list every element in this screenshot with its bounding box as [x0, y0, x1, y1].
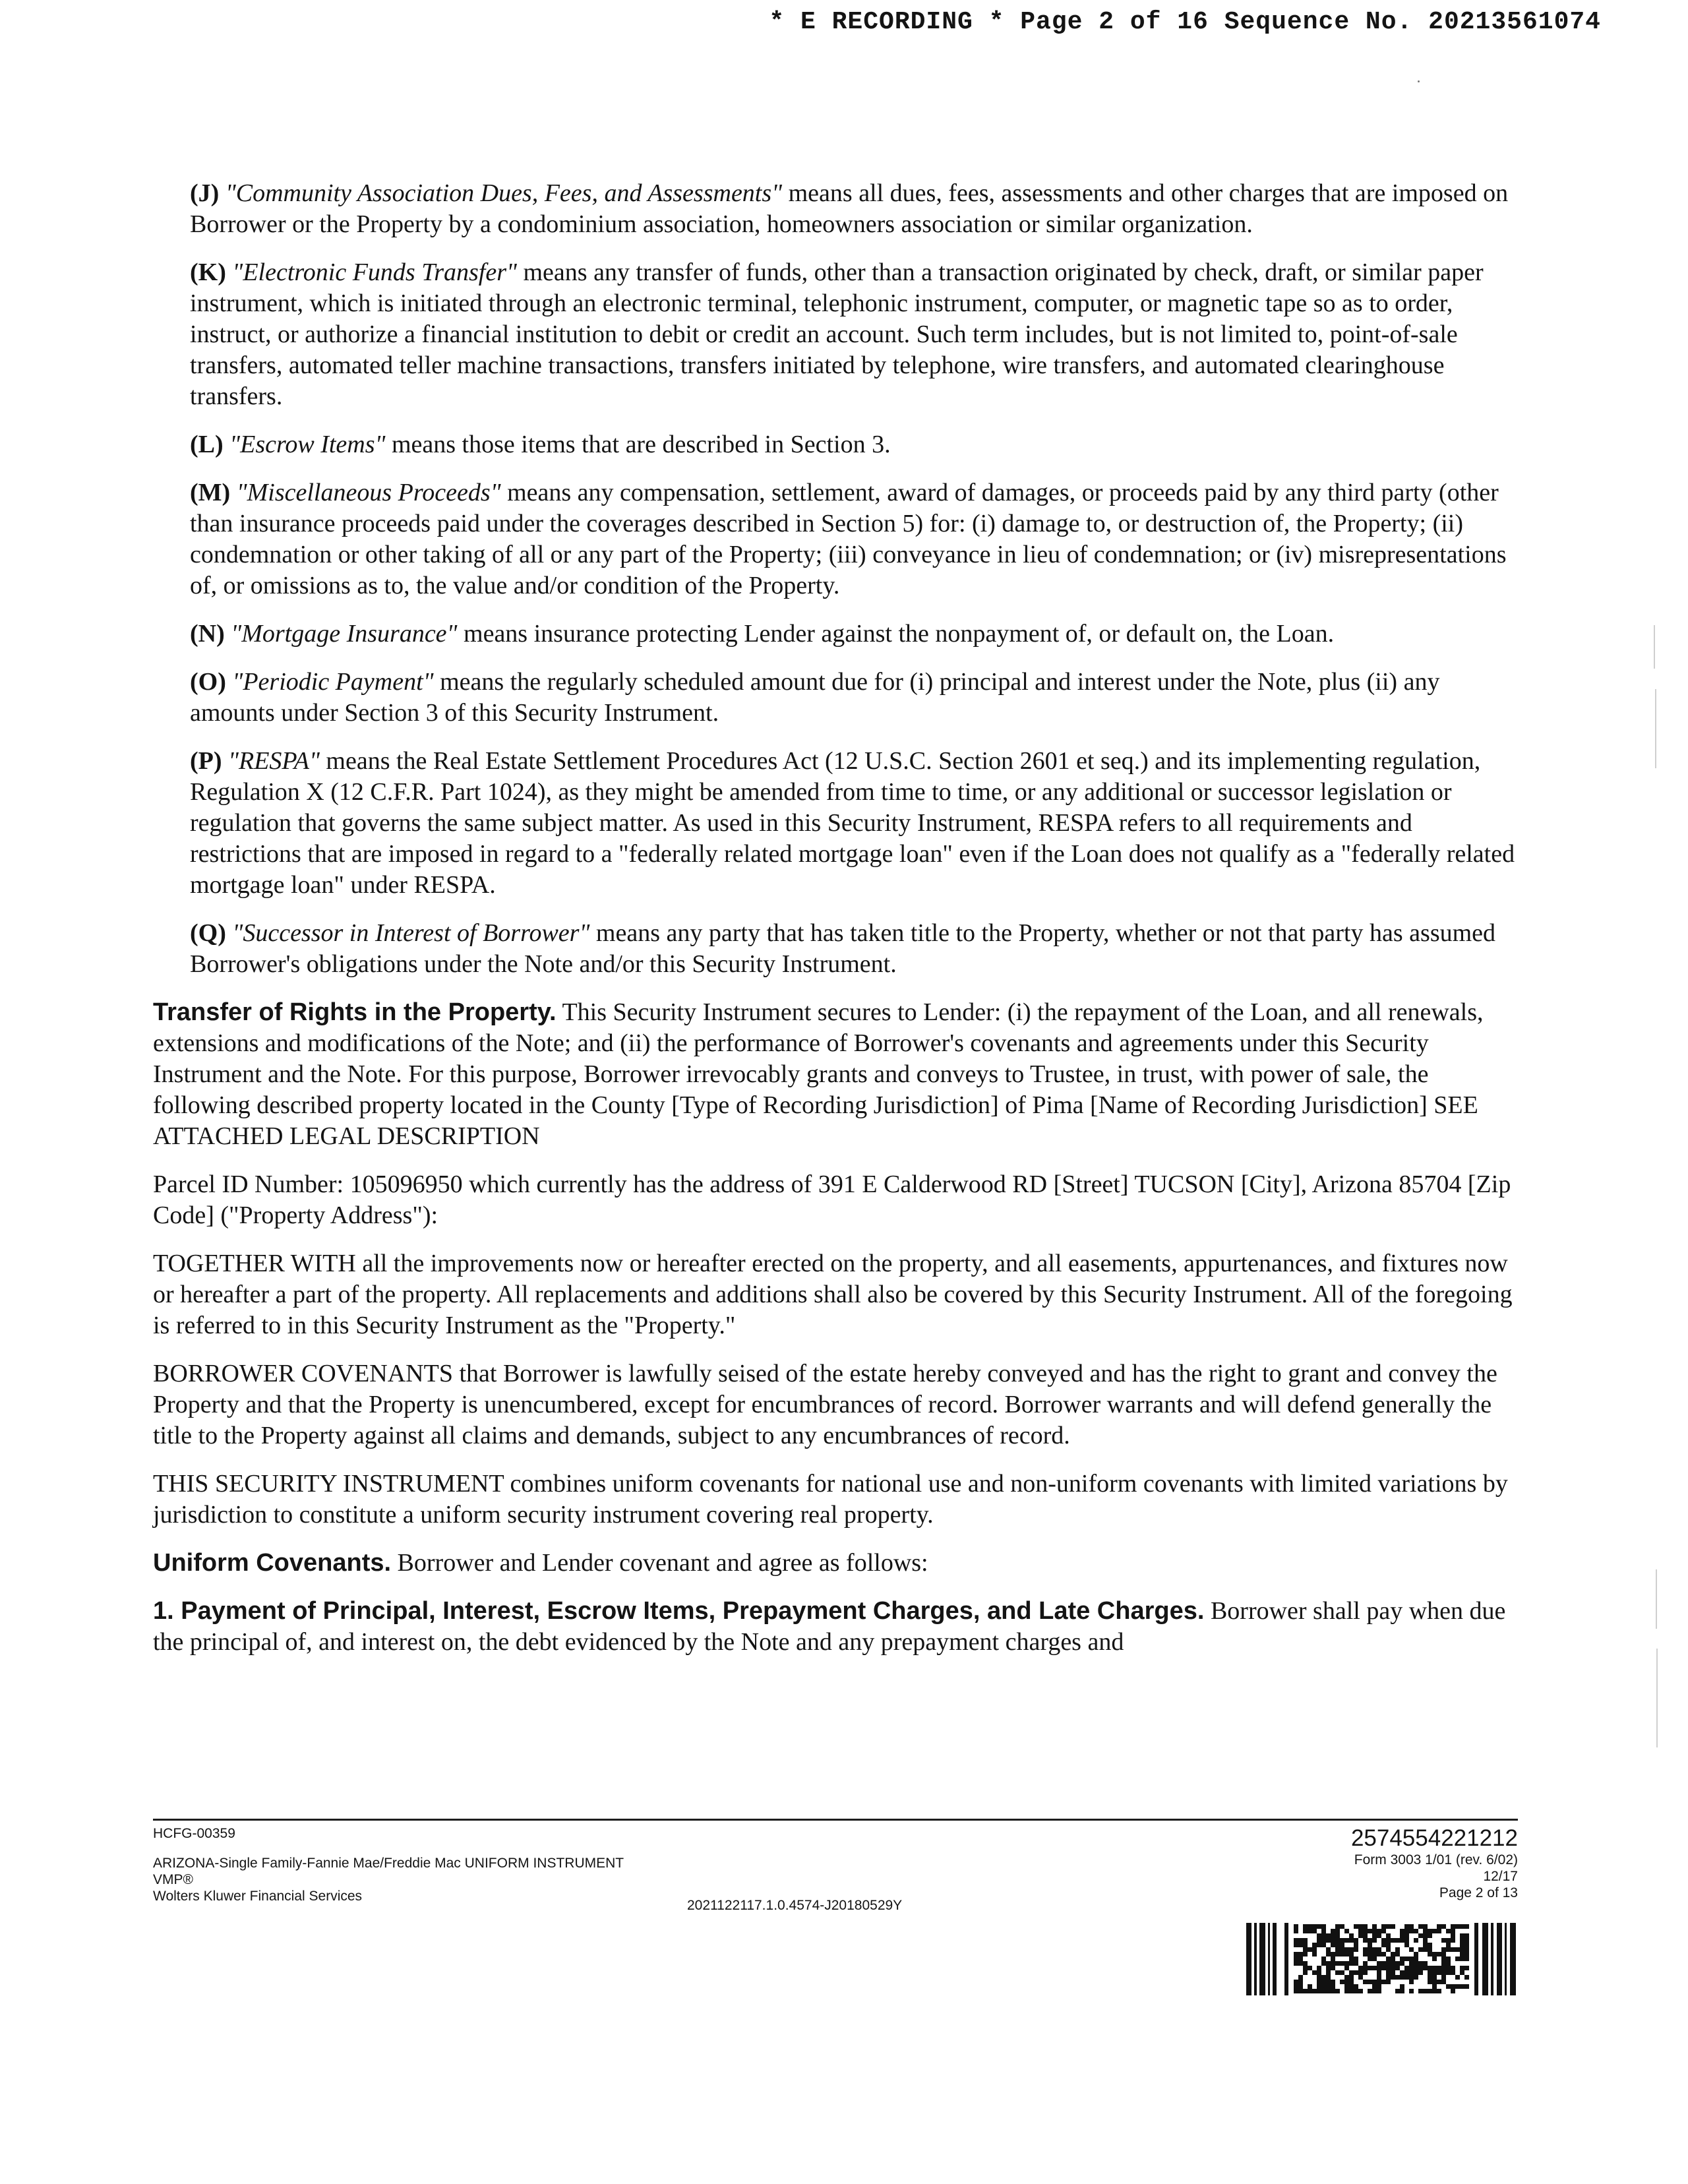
definition-j — [153, 178, 1518, 240]
definition-letter: (M) — [190, 479, 231, 506]
definition-term: "Mortgage Insurance" — [231, 620, 458, 648]
scan-margin-mark — [1656, 1649, 1658, 1747]
definition-letter: (L) — [190, 431, 224, 458]
definition-letter: (N) — [190, 620, 225, 648]
footer-loan-number: 2574554221212 — [1350, 1825, 1518, 1851]
definition-term: "Periodic Payment" — [232, 668, 434, 696]
document-body — [153, 178, 1518, 1675]
definition-o — [153, 667, 1518, 729]
footer-publisher: Wolters Kluwer Financial Services — [153, 1889, 363, 1904]
definition-term: "Electronic Funds Transfer" — [232, 258, 517, 286]
definition-letter: (K) — [190, 258, 226, 286]
definition-n — [153, 619, 1518, 650]
footer-divider — [153, 1819, 1518, 1821]
instrument-paragraph: THIS SECURITY INSTRUMENT combines uniform covenants for national use and non-uniform covenants with limited variations by jurisdiction to constitute a uniform security instrument covering real property. — [153, 1470, 1508, 1529]
footer-form-name: ARIZONA-Single Family-Fannie Mae/Freddie Mac UNIFORM INSTRUMENT — [153, 1856, 624, 1871]
definition-q — [153, 918, 1518, 980]
scan-margin-mark — [1656, 1569, 1657, 1629]
footer-page-number: Page 2 of 13 — [1439, 1885, 1518, 1900]
definition-m — [153, 477, 1518, 601]
footer-form-number: Form 3003 1/01 (rev. 6/02) — [1354, 1852, 1518, 1867]
definition-text: means any transfer of funds, other than a transaction originated by check, draft, or similar paper instrument, which is initiated through an electronic terminal, telephonic instrument, computer, or magnetic tape so as to order, instruct, or authorize a financial institution to debit or credit an account. Such term includes, but is not limited to, point-of-sale transfers, automated teller machine transactions, transfers initiated by telephone, wire transfers, and automated clearinghouse transfers. — [190, 258, 1484, 410]
definition-k — [153, 257, 1518, 412]
definition-term: "Community Association Dues, Fees, and Assessments" — [225, 179, 783, 207]
footer-form-code: HCFG-00359 — [153, 1826, 235, 1841]
section-1-text: Borrower shall pay when due the principal of, and interest on, the debt evidenced by the Note and any prepayment charges and — [153, 1597, 1506, 1656]
footer-doc-id: 2021122117.1.0.4574-J20180529Y — [687, 1898, 903, 1913]
definition-term: "Escrow Items" — [229, 431, 386, 458]
transfer-paragraph — [153, 997, 1518, 1152]
definition-term: "Successor in Interest of Borrower" — [232, 919, 590, 947]
footer-left — [153, 1825, 624, 1904]
footer-right — [1351, 1825, 1518, 1901]
scan-margin-mark — [1655, 689, 1656, 768]
definition-text: means the Real Estate Settlement Procedures Act (12 U.S.C. Section 2601 et seq.) and its implementing regulation, Regulation X (12 C.F.R. Part 1024), as they might be amended from time to time, or any additional or successor legislation or regulation that governs the same subject matter. As used in this Security Instrument, RESPA refers to all requirements and restrictions that are imposed in regard to a "federally related mortgage loan" even if the Loan does not qualify as a "federally related mortgage loan" under RESPA. — [190, 747, 1515, 899]
definition-letter: (Q) — [190, 919, 226, 947]
recording-stamp: * E RECORDING * Page 2 of 16 Sequence No. 20213561074 — [769, 8, 1601, 36]
definition-text: means all dues, fees, assessments and other charges that are imposed on Borrower or the Property by a condominium association, homeowners association or similar organization. — [190, 179, 1509, 238]
section-1-heading: 1. Payment of Principal, Interest, Escrow Items, Prepayment Charges, and Late Charges. — [153, 1597, 1205, 1625]
definition-text: means the regularly scheduled amount due for (i) principal and interest under the Note, plus (ii) any amounts under Section 3 of this Security Instrument. — [190, 668, 1440, 727]
definition-text: means insurance protecting Lender against the nonpayment of, or default on, the Loan. — [464, 620, 1335, 648]
definition-text: means any compensation, settlement, award of damages, or proceeds paid by any third party (other than insurance proceeds paid under the coverages described in Section 5) for: (i) damage to, or destruction of, the Property; (ii) condemnation or other taking of all or any part of the Property; (iii) conveyance in lieu of condemnation; or (iv) misrepresentations of, or omissions as to, the value and/or condition of the Property. — [190, 479, 1507, 599]
scan-margin-mark — [1654, 625, 1655, 669]
footer-vmp: VMP® — [153, 1872, 193, 1887]
barcode-image — [1246, 1923, 1518, 1995]
borrower-covenants-paragraph: BORROWER COVENANTS that Borrower is lawfully seised of the estate hereby conveyed and has the right to grant and convey the Property and that the Property is unencumbered, except for encumbrances of record. Borrower warrants and will defend generally the title to the Property against all claims and demands, subject to any encumbrances of record. — [153, 1360, 1497, 1449]
scan-speck — [1418, 80, 1420, 82]
together-paragraph: TOGETHER WITH all the improvements now or hereafter erected on the property, and all easements, appurtenances, and fixtures now or hereafter a part of the property. All replacements and additions shall also be covered by this Security Instrument. All of the foregoing is referred to in this Security Instrument as the "Property." — [153, 1250, 1513, 1339]
uniform-covenants-heading: Uniform Covenants. — [153, 1549, 392, 1577]
transfer-text: This Security Instrument secures to Lender: (i) the repayment of the Loan, and all renewals, extensions and modifications of the Note; and (ii) the performance of Borrower's covenants and agreements under this Security Instrument and the Note. For this purpose, Borrower irrevocably grants and conveys to Trustee, in trust, with power of sale, the following described property located in the County [Type of Recording Jurisdiction] of Pima [Name of Recording Jurisdiction] SEE ATTACHED LEGAL DESCRIPTION — [153, 998, 1484, 1150]
definition-p — [153, 746, 1518, 901]
definition-text: means those items that are described in Section 3. — [391, 431, 891, 458]
definition-letter: (J) — [190, 179, 220, 207]
uniform-covenants-text: Borrower and Lender covenant and agree as follows: — [397, 1549, 928, 1577]
definition-text: means any party that has taken title to the Property, whether or not that party has assumed Borrower's obligations under the Note and/or this Security Instrument. — [190, 919, 1496, 978]
definition-l — [153, 429, 1518, 460]
definition-term: "RESPA" — [228, 747, 320, 775]
uniform-covenants-paragraph — [153, 1548, 1518, 1579]
definition-term: "Miscellaneous Proceeds" — [236, 479, 501, 506]
page-footer — [153, 1825, 1518, 1997]
definition-letter: (O) — [190, 668, 226, 696]
section-1-paragraph — [153, 1596, 1518, 1658]
transfer-heading: Transfer of Rights in the Property. — [153, 998, 557, 1026]
footer-date: 12/17 — [1483, 1869, 1518, 1884]
parcel-paragraph: Parcel ID Number: 105096950 which currently has the address of 391 E Calderwood RD [Street] TUCSON [City], Arizona 85704 [Zip Code] ("Property Address"): — [153, 1170, 1511, 1229]
definition-letter: (P) — [190, 747, 222, 775]
